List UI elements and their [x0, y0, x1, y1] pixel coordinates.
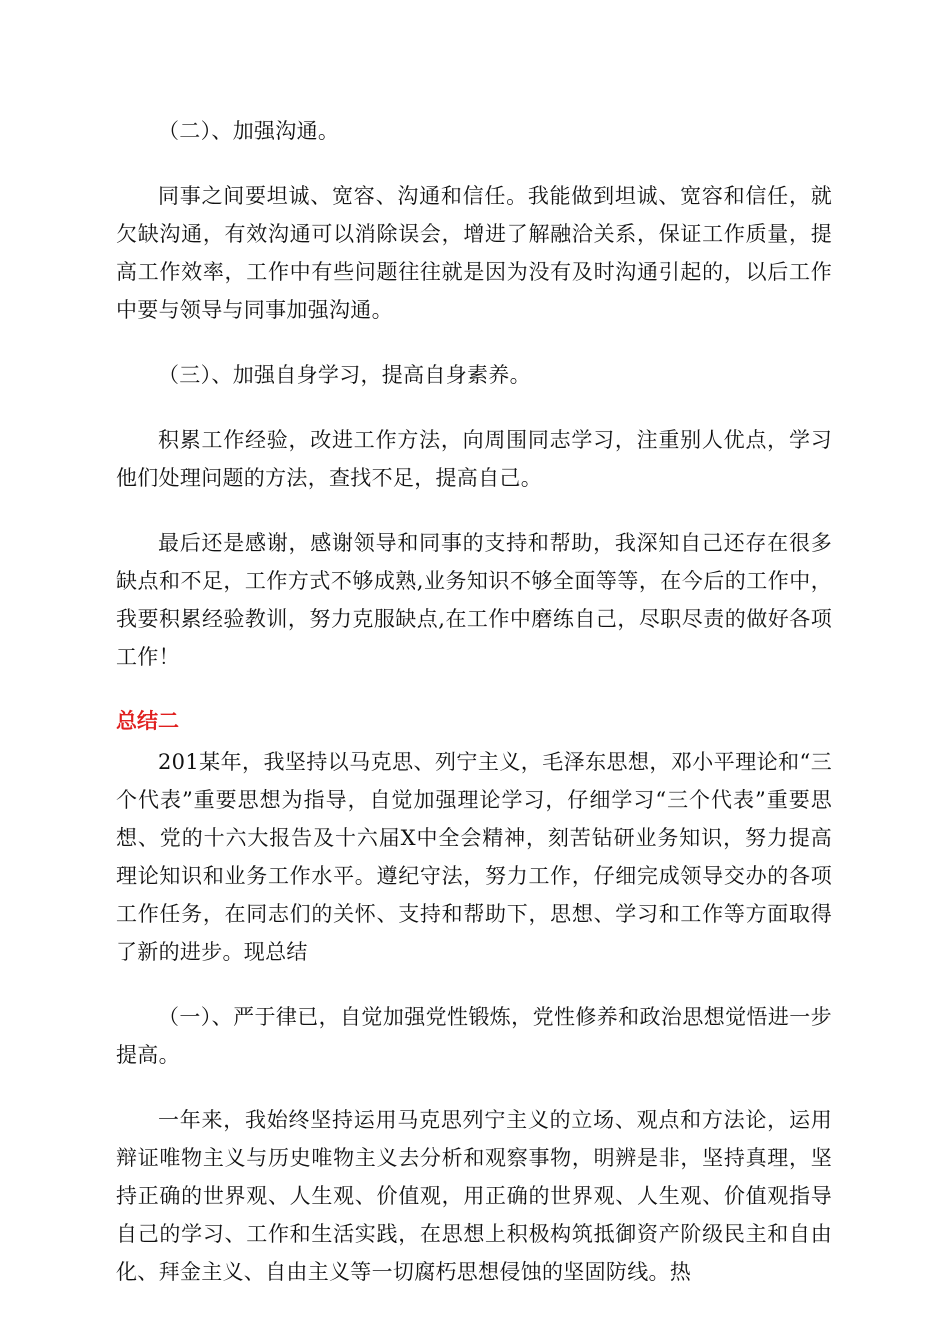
paragraph-self-study: 积累工作经验，改进工作方法，向周围同志学习，注重别人优点，学习他们处理问题的方法，查找不足，提高自己。	[116, 428, 832, 490]
subheading-communication: （二）、加强沟通。	[158, 119, 340, 143]
paragraph-communication: 同事之间要坦诚、宽容、沟通和信任。我能做到坦诚、宽容和信任，就欠缺沟通，有效沟通可以消除误会，增进了解融洽关系，保证工作质量，提高工作效率，工作中有些问题往往就是因为没有及时沟通引起的，以后工作中要与领导与同事加强沟通。	[116, 184, 832, 322]
section-title-summary-two: 总结二	[116, 709, 179, 733]
paragraph-thanks: 最后还是感谢，感谢领导和同事的支持和帮助，我深知自己还存在很多缺点和不足，工作方式不够成熟,业务知识不够全面等等，在今后的工作中，我要积累经验教训，努力克服缺点,在工作中磨练自己，尽职尽责的做好各项工作！	[116, 531, 832, 669]
subheading-self-study: （三）、加强自身学习，提高自身素养。	[158, 363, 531, 387]
document-page	[116, 112, 832, 1291]
paragraph-discipline: 一年来，我始终坚持运用马克思列宁主义的立场、观点和方法论，运用辩证唯物主义与历史唯物主义去分析和观察事物，明辨是非，坚持真理，坚持正确的世界观、人生观、价值观，用正确的世界观、人生观、价值观指导自己的学习、工作和生活实践，在思想上积极构筑抵御资产阶级民主和自由化、拜金主义、自由主义等一切腐朽思想侵蚀的坚固防线。热	[116, 1108, 832, 1284]
subheading-discipline: （一）、严于律已，自觉加强党性锻炼，党性修养和政治思想觉悟进一步提高。	[116, 1005, 832, 1067]
paragraph-summary-intro: 201某年，我坚持以马克思、列宁主义，毛泽东思想，邓小平理论和“三个代表”重要思想为指导，自觉加强理论学习，仔细学习“三个代表”重要思想、党的十六大报告及十六届X中全会精神，刻苦钻研业务知识，努力提高理论知识和业务工作水平。遵纪守法，努力工作，仔细完成领导交办的各项工作任务，在同志们的关怀、支持和帮助下，思想、学习和工作等方面取得了新的进步。现总结	[116, 750, 832, 964]
